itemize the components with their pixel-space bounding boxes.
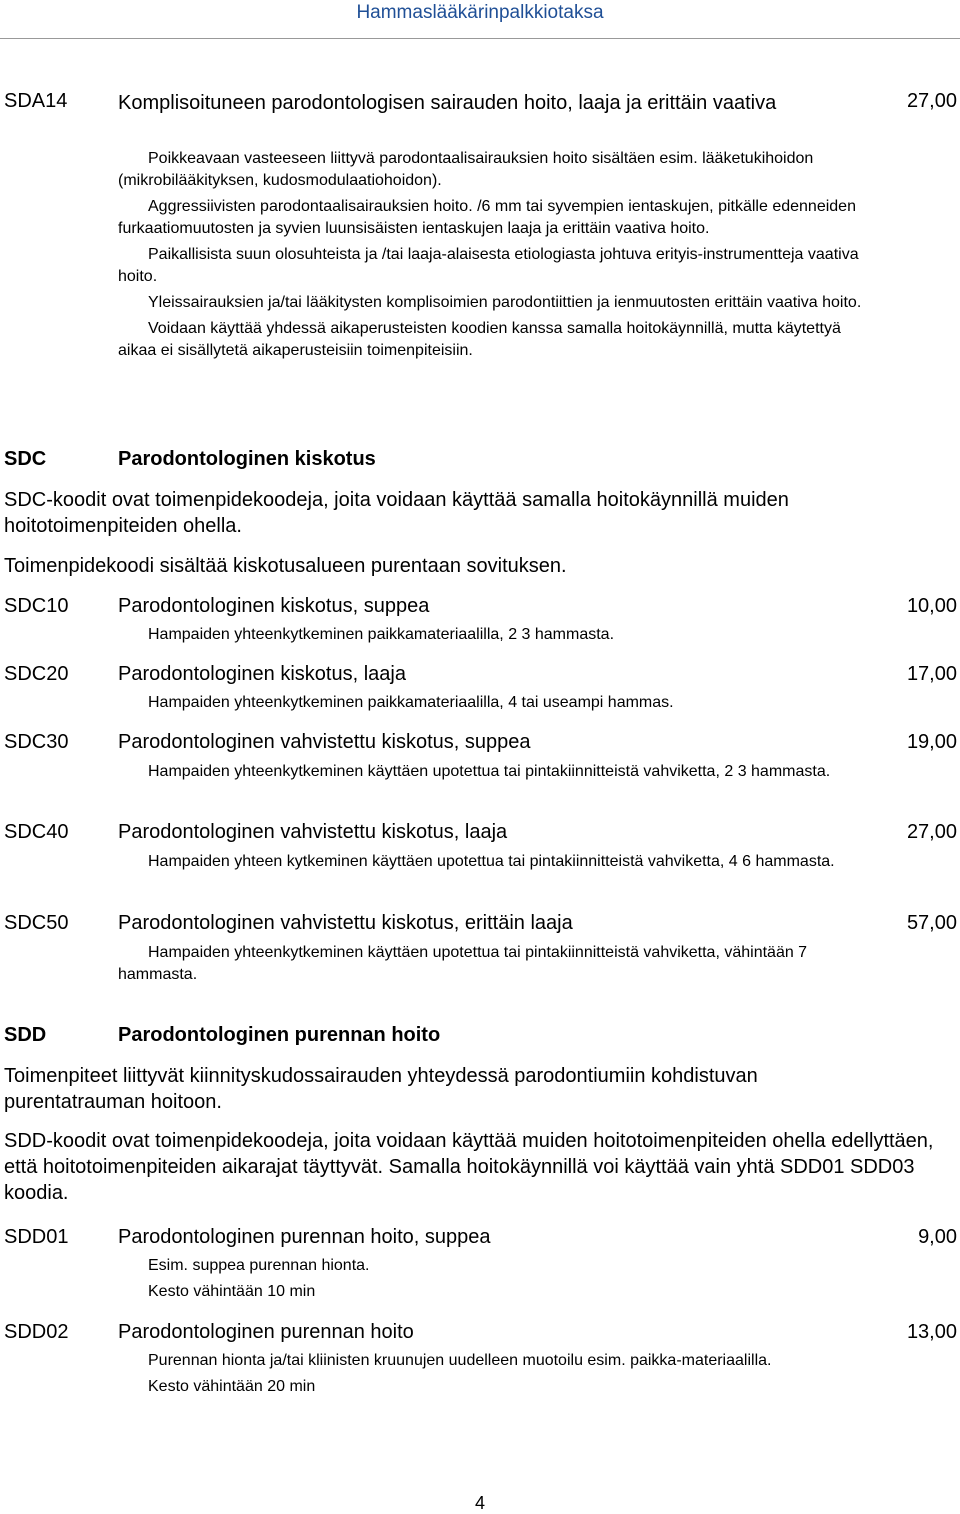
sdc20-desc-text: Hampaiden yhteenkytkeminen paikkamateriaalilla, 4 tai useampi hammas. (148, 694, 674, 711)
sda14-code: SDA14 (4, 90, 68, 112)
sdc10-price: 10,00 (906, 595, 957, 617)
sdc20-title: Parodontologinen kiskotus, laaja (118, 663, 406, 685)
sdd02-desc-text: Purennan hionta ja/tai kliinisten kruunujen uudelleen muotoilu esim. paikka-materiaalilla. (148, 1352, 772, 1369)
sdd02-code: SDD02 (4, 1321, 69, 1343)
sda14-paragraph: Poikkeavaan vasteeseen liittyvä parodontaalisairauksien hoito sisältäen esim. lääketukihoidon (mikrobilääkityksen, kudosmodulaatiohoidon). (118, 150, 814, 189)
sdc50-title: Parodontologinen vahvistettu kiskotus, erittäin laaja (118, 912, 573, 934)
sdc10-title: Parodontologinen kiskotus, suppea (118, 595, 430, 617)
sdc30-price: 19,00 (906, 731, 957, 753)
sdc50-code: SDC50 (4, 912, 69, 934)
sdd01-duration: Kesto vähintään 10 min (148, 1283, 316, 1300)
sdd01-desc-text: Esim. suppea purennan hionta. (148, 1257, 370, 1274)
sda14-paragraph: Yleissairauksien ja/tai lääkitysten komplisoimien parodontiittien ja ienmuutosten erittäin vaativa hoito. (148, 294, 862, 311)
sdc30-desc-text: Hampaiden yhteenkytkeminen käyttäen upotettua tai pintakiinnitteistä vahviketta, 2 3 hammasta. (148, 763, 831, 780)
sdc40-desc-text: Hampaiden yhteen kytkeminen käyttäen upotettua tai pintakiinnitteistä vahviketta, 4 6 hammasta. (148, 853, 835, 870)
sdd02-duration: Kesto vähintään 20 min (148, 1378, 316, 1395)
sdc20-description (118, 692, 878, 714)
sdc10-code: SDC10 (4, 595, 69, 617)
page-number: 4 (474, 1493, 485, 1513)
sdc10-description (118, 624, 878, 646)
sdc-section-code: SDC (4, 448, 47, 470)
sdc30-description (118, 761, 878, 783)
sdc30-title: Parodontologinen vahvistettu kiskotus, suppea (118, 731, 531, 753)
sdc30-code: SDC30 (4, 731, 69, 753)
sdd-section-code: SDD (4, 1024, 47, 1046)
sdd01-description (118, 1255, 878, 1303)
sda14-title: Komplisoituneen parodontologisen sairauden hoito, laaja ja erittäin vaativa (118, 92, 777, 114)
sda14-paragraph: Paikallisista suun olosuhteista ja /tai laaja-alaisesta etiologiasta johtuva erityis-instrumentteja vaativa hoito. (118, 246, 859, 285)
sdd-section-title: Parodontologinen purennan hoito (118, 1024, 441, 1046)
sdc-section-title: Parodontologinen kiskotus (118, 448, 376, 470)
sdd01-code: SDD01 (4, 1226, 69, 1248)
sda14-paragraph: Aggressiivisten parodontaalisairauksien hoito. /6 mm tai syvempien ientaskujen, pitkälle edenneiden furkaatiomuutosten ja syvien luunsisäisten ientaskujen laaja ja erittäin vaativa hoito. (118, 198, 856, 237)
sdd-intro: SDD-koodit ovat toimenpidekoodeja, joita voidaan käyttää muiden hoitotoimenpiteiden ohella edellyttäen, että hoitotoimenpiteiden aikarajat täyttyvät. Samalla hoitokäynnillä voi käyttää vain yhtä SDD01 SDD03 koodia. (4, 1130, 934, 1204)
header-rule (0, 38, 960, 39)
sdc40-code: SDC40 (4, 821, 69, 843)
sdc50-price: 57,00 (906, 912, 957, 934)
sdc10-desc-text: Hampaiden yhteenkytkeminen paikkamateriaalilla, 2 3 hammasta. (148, 626, 615, 643)
sdc-intro: Toimenpidekoodi sisältää kiskotusalueen purentaan sovituksen. (4, 555, 567, 577)
sdd02-description (118, 1350, 878, 1398)
sdc20-price: 17,00 (906, 663, 957, 685)
sda14-description (118, 148, 878, 362)
sdc50-description (118, 942, 878, 986)
sda14-price: 27,00 (906, 90, 957, 112)
sdd01-title: Parodontologinen purennan hoito, suppea (118, 1226, 491, 1248)
sda14-paragraph: Voidaan käyttää yhdessä aikaperusteisten koodien kanssa samalla hoitokäynnillä, mutta käytettyä aikaa ei sisällytetä aikaperusteisiin toimenpiteisiin. (118, 320, 841, 359)
sdc40-title: Parodontologinen vahvistettu kiskotus, laaja (118, 821, 508, 843)
sdd02-price: 13,00 (906, 1321, 957, 1343)
sdc40-price: 27,00 (906, 821, 957, 843)
sdc40-description (118, 851, 878, 873)
sdc50-desc-text: Hampaiden yhteenkytkeminen käyttäen upotettua tai pintakiinnitteistä vahviketta, vähintään 7 hammasta. (118, 944, 808, 983)
sdd01-price: 9,00 (918, 1226, 957, 1248)
sdd02-title: Parodontologinen purennan hoito (118, 1321, 414, 1343)
sdc-intro: SDC-koodit ovat toimenpidekoodeja, joita voidaan käyttää samalla hoitokäynnillä muiden hoitotoimenpiteiden ohella. (4, 489, 789, 537)
sdc20-code: SDC20 (4, 663, 69, 685)
sdd-intro: Toimenpiteet liittyvät kiinnityskudossairauden yhteydessä parodontiumiin kohdistuvan purentatrauman hoitoon. (4, 1065, 758, 1113)
document-header-title: Hammaslääkärinpalkkiotaksa (356, 2, 604, 23)
